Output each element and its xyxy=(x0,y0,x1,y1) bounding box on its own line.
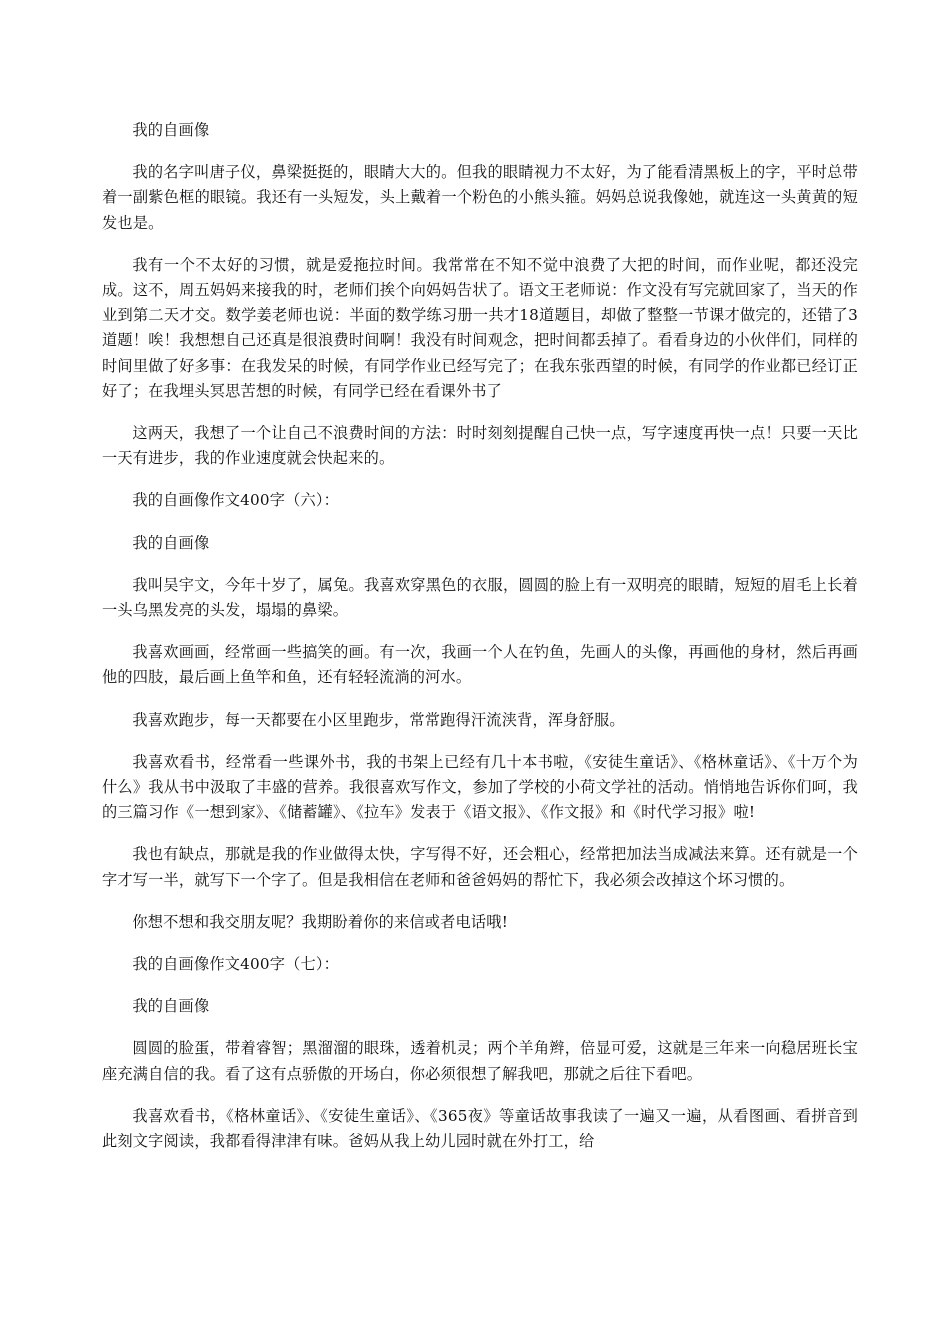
paragraph: 你想不想和我交朋友呢？我期盼着你的来信或者电话哦! xyxy=(132,912,508,931)
paragraph: 我的名字叫唐子仪，鼻梁挺挺的，眼睛大大的。但我的眼睛视力不太好，为了能看清黑板上的字，平时总带着一副紫色框的眼镜。我还有一头短发，头上戴着一个粉色的小熊头箍。妈妈总说我像她，就连这一头黄黄的短发也是。 xyxy=(102,163,858,232)
paragraph: 我有一个不太好的习惯，就是爱拖拉时间。我常常在不知不觉中浪费了大把的时间，而作业呢，都还没完成。这不，周五妈妈来接我的时，老师们挨个向妈妈告状了。语文王老师说：作文没有写完就回家了，当天的作业到第二天才交。数学姜老师也说：半面的数学练习册一共才18道题目，却做了整整一节课才做完的，还错了3道题！唉！我想想自己还真是很浪费时间啊！我没有时间观念，把时间都丢掉了。看看身边的小伙伴们，同样的时间里做了好多事：在我发呆的时候，有同学作业已经写完了；在我东张西望的时候，有同学的作业都已经订正好了；在我埋头冥思苦想的时候，有同学已经在看课外书了 xyxy=(102,255,858,400)
essay-title: 我的自画像 xyxy=(132,121,210,139)
paragraph: 这两天，我想了一个让自己不浪费时间的方法：时时刻刻提醒自己快一点，写字速度再快一点！只要一天比一天有进步，我的作业速度就会快起来的。 xyxy=(102,424,858,468)
paragraph: 我喜欢跑步，每一天都要在小区里跑步，常常跑得汗流浃背，浑身舒服。 xyxy=(132,710,625,729)
document-body xyxy=(102,118,858,1171)
paragraph: 我喜欢画画，经常画一些搞笑的画。有一次，我画一个人在钓鱼，先画人的头像，再画他的身材，然后再画他的四肢，最后画上鱼竿和鱼，还有轻轻流淌的河水。 xyxy=(102,643,858,687)
section-heading: 我的自画像作文400字（七）： xyxy=(132,955,340,974)
paragraph: 圆圆的脸蛋，带着睿智；黑溜溜的眼珠，透着机灵；两个羊角辫，倍显可爱，这就是三年来一向稳居班长宝座充满自信的我。看了这有点骄傲的开场白，你必须很想了解我吧，那就之后往下看吧。 xyxy=(102,1039,858,1083)
section-heading: 我的自画像作文400字（六）： xyxy=(132,491,340,510)
essay-title: 我的自画像 xyxy=(132,533,210,552)
paragraph: 我喜欢看书，经常看一些课外书，我的书架上已经有几十本书啦，《安徒生童话》、《格林童话》、《十万个为什么》我从书中汲取了丰盛的营养。我很喜欢写作文，参加了学校的小荷文学社的活动。悄悄地告诉你们呵，我的三篇习作《一想到家》、《储蓄罐》、《拉车》发表于《语文报》、《作文报》和《时代学习报》啦! xyxy=(102,752,858,822)
paragraph: 我也有缺点，那就是我的作业做得太快，字写得不好，还会粗心，经常把加法当成减法来算。还有就是一个字才写一半，就写下一个字了。但是我相信在老师和爸爸妈妈的帮忙下，我必须会改掉这个坏习惯的。 xyxy=(102,845,858,889)
essay-title: 我的自画像 xyxy=(132,997,210,1016)
paragraph: 我喜欢看书，《格林童话》、《安徒生童话》、《365夜》等童话故事我读了一遍又一遍，从看图画、看拼音到此刻文字阅读，我都看得津津有味。爸妈从我上幼儿园时就在外打工，给 xyxy=(102,1106,858,1151)
paragraph: 我叫吴宇文，今年十岁了，属兔。我喜欢穿黑色的衣服，圆圆的脸上有一双明亮的眼睛，短短的眉毛上长着一头乌黑发亮的头发，塌塌的鼻梁。 xyxy=(102,575,858,620)
